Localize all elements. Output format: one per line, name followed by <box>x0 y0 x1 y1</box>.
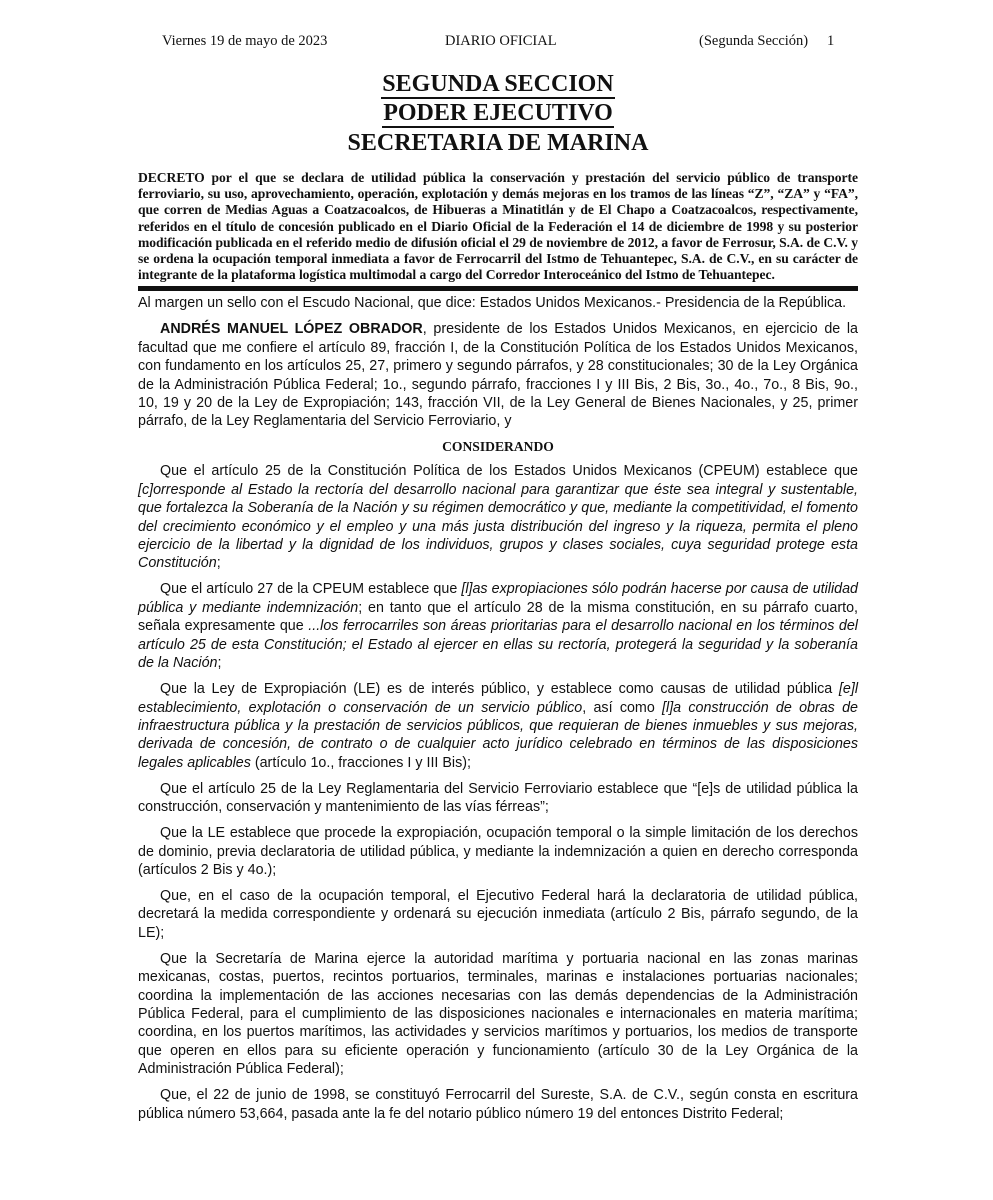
p1-end: ; <box>216 555 221 572</box>
header-date: Viernes 19 de mayo de 2023 <box>162 33 328 49</box>
section-headings <box>138 70 858 158</box>
seal-paragraph: Al margen un sello con el Escudo Nacional, que dice: Estados Unidos Mexicanos.- Presidencia de la República. <box>138 295 847 312</box>
p1-text: Que el artículo 25 de la Constitución Política de los Estados Unidos Mexicanos (CPEUM) establece que <box>160 463 858 480</box>
preamble-text: , presidente de los Estados Unidos Mexicanos, en ejercicio de la facultad que me confiere el artículo 89, fracción I, de la Constitución Política de los Estados Unidos Mexicanos, con fundamento en los artículos 25, 27, primero y segundo párrafos, y 28 constitucionales; 30 de la Ley Orgánica de la Administración Pública Federal; 1o., segundo párrafo, fracciones I y III Bis, 2 Bis, 3o., 4o., 7o., 8 Bis, 9o., 10, 19 y 20 de la Ley de Expropiación; 143, fracción VII, de la Ley General de Bienes Nacionales, y 25, primer párrafo, de la Ley Reglamentaria del Servicio Ferroviario, y <box>138 321 858 430</box>
p3-text-mid: , así como <box>582 699 663 716</box>
branch-title: PODER EJECUTIVO <box>383 100 613 126</box>
p2-end: ; <box>217 655 222 672</box>
whereas-paragraph-1 <box>138 462 858 572</box>
running-header <box>138 0 858 48</box>
title-divider <box>138 286 858 291</box>
decree-body <box>138 294 858 1123</box>
p2-text-mid: ; en tanto que el artículo 28 de la misma constitución, en su párrafo cuarto, señala expresamente que <box>138 599 858 635</box>
header-page-number: 1 <box>827 33 835 49</box>
ministry-title: SECRETARIA DE MARINA <box>347 130 649 156</box>
p3-end: (artículo 1o., fracciones I y III Bis); <box>250 754 471 771</box>
whereas-paragraph-7: Que la Secretaría de Marina ejerce la autoridad marítima y portuaria nacional en las zonas marinas mexicanas, costas, puertos, recintos portuarios, terminales, marinas e instalaciones portuarias nacionales; coordina la implementación de las acciones necesarias con las demás dependencias de la Administración Pública Federal, para el cumplimiento de las disposiciones nacionales e internacionales en materia marítima; coordina, en los puertos marítimos, las actividades y servicios marítimos y portuarios, los medios de transporte que operen en ellos para su eficiente operación y funcionamiento (artículo 30 de la Ley Orgánica de la Administración Pública Federal); <box>138 950 858 1078</box>
whereas-paragraph-5: Que la LE establece que procede la expropiación, ocupación temporal o la simple limitación de los derechos de dominio, previa declaratoria de utilidad pública, y mediante la indemnización a quien en derecho corresponda (artículos 2 Bis y 4o.); <box>138 825 858 878</box>
whereas-paragraph-8: Que, el 22 de junio de 1998, se constituyó Ferrocarril del Sureste, S.A. de C.V., según consta en escritura pública número 53,664, pasada ante la fe del notario público número 19 del entonces Distrito Federal; <box>138 1087 858 1122</box>
p3-quote-1: [e]l establecimiento, explotación o conservación de un servicio público <box>138 681 858 716</box>
preamble-paragraph <box>138 320 858 430</box>
header-newspaper-name: DIARIO OFICIAL <box>445 33 557 49</box>
p2-quote-2: ...los ferrocarriles son áreas prioritarias para el desarrollo nacional en los términos del artículo 25 de esta Constitución; el Estado al ejercer en ellas su rectoría, protegerá la seguridad y la soberanía de la Nación <box>138 618 858 672</box>
header-section: (Segunda Sección) <box>699 33 809 49</box>
p2-quote-1: [l]as expropiaciones sólo podrán hacerse por causa de utilidad pública y mediante indemnización <box>138 581 859 616</box>
p3-text: Que la Ley de Expropiación (LE) es de interés público, y establece como causas de utilidad pública <box>160 681 839 698</box>
p3-quote-2: [l]a construcción de obras de infraestructura pública y la prestación de servicios públicos, que requieran de bienes inmuebles y sus mejoras, derivada de concesión, de contrato o de cualquier acto jurídico celebrado en términos de las disposiciones legales aplicables <box>138 699 858 771</box>
whereas-paragraph-6: Que, en el caso de la ocupación temporal, el Ejecutivo Federal hará la declaratoria de utilidad pública, decretará la medida correspondiente y ordenará su ejecución inmediata (artículo 2 Bis, párrafo segundo, de la LE); <box>138 887 858 941</box>
document-page <box>138 0 858 1131</box>
president-name: ANDRÉS MANUEL LÓPEZ OBRADOR <box>160 321 423 338</box>
p1-quote: [c]orresponde al Estado la rectoría del desarrollo nacional para garantizar que éste sea integral y sustentable, que fortalezca la Soberanía de la Nación y su régimen democrático y que, mediante la competitividad, el fomento del crecimiento económico y el empleo y una más justa distribución del ingreso y la riqueza, permita el pleno ejercicio de la libertad y la dignidad de los individuos, grupos y clases sociales, cuya seguridad protege esta Constitución <box>138 481 858 572</box>
decree-title: DECRETO por el que se declara de utilidad pública la conservación y prestación del servicio público de transporte ferroviario, su uso, aprovechamiento, operación, explotación y demás mejoras en los tramos de las líneas “Z”, “ZA” y “FA”, que corren de Medias Aguas a Coatzacoalcos, de Hibueras a Minatitlán y de El Chapo a Coatzacoalcos, respectivamente, referidos en el título de concesión publicado en el Diario Oficial de la Federación el 14 de diciembre de 1998 y su posterior modificación publicada en el referido medio de difusión oficial el 29 de noviembre de 2012, a favor de Ferrosur, S.A. de C.V. y se ordena la ocupación temporal inmediata a favor de Ferrocarril del Istmo de Tehuantepec, S.A. de C.V., en su carácter de integrante de la plataforma logística multimodal a cargo del Corredor Interoceánico del Istmo de Tehuantepec. <box>138 170 858 283</box>
whereas-paragraph-3 <box>138 680 858 772</box>
whereas-paragraph-4: Que el artículo 25 de la Ley Reglamentaria del Servicio Ferroviario establece que “[e]s de utilidad pública la construcción, conservación y mantenimiento de las vías férreas”; <box>138 780 858 816</box>
whereas-paragraph-2 <box>138 580 858 672</box>
p2-text: Que el artículo 27 de la CPEUM establece que <box>160 581 462 598</box>
considerando-heading: CONSIDERANDO <box>442 439 554 455</box>
section-title: SEGUNDA SECCION <box>382 71 614 97</box>
